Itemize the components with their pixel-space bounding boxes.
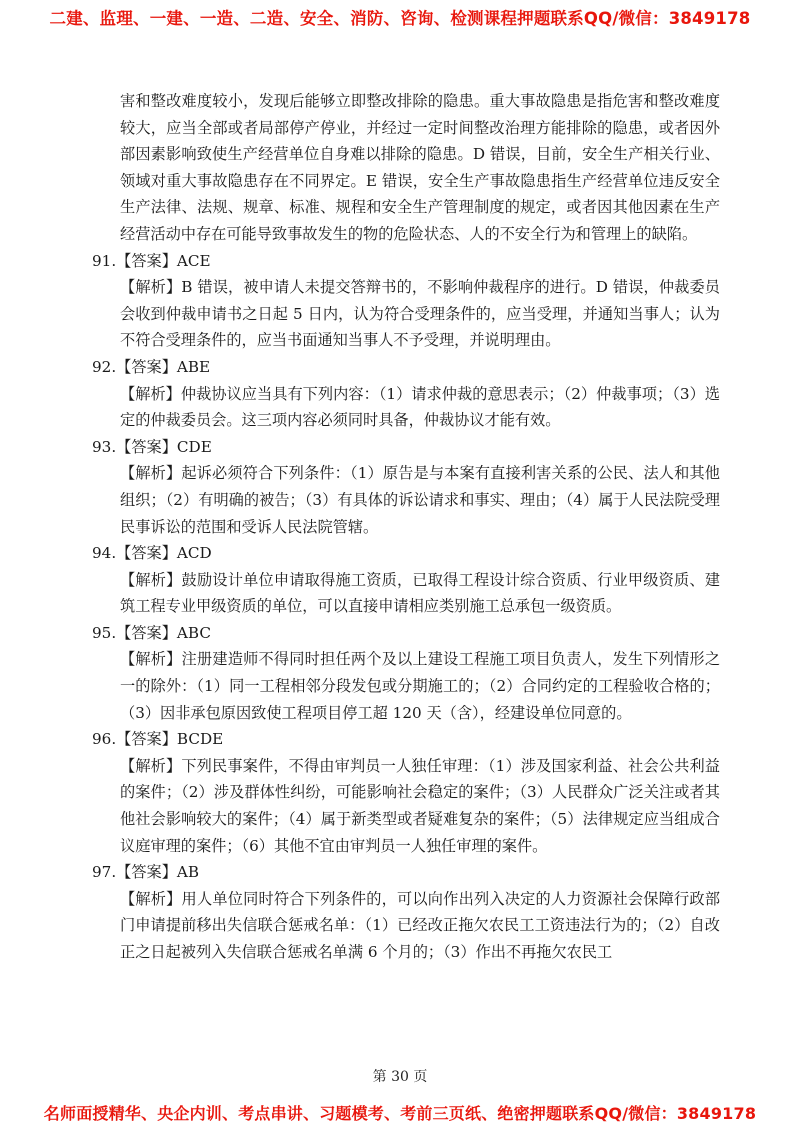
- page-number: 第 30 页: [372, 1069, 428, 1085]
- analysis-paragraph: 【解析】起诉必须符合下列条件：（1）原告是与本案有直接利害关系的公民、法人和其他组织；（2）有明确的被告；（3）有具体的诉讼请求和事实、理由；（4）属于人民法院受理民事诉讼的范围和受诉人民法院管辖。: [120, 464, 720, 536]
- answer-line: [92, 620, 720, 647]
- question-number: 97.: [92, 863, 117, 882]
- answer-item-92: [92, 354, 720, 434]
- intro-paragraph: 害和整改难度较小，发现后能够立即整改排除的隐患。重大事故隐患是指危害和整改难度较大，应当全部或者局部停产停业，并经过一定时间整改治理方能排除的隐患，或者因外部因素影响致使生产经营单位自身难以排除的隐患。D 错误，目前，安全生产相关行业、领域对重大事故隐患存在不同界定。E 错误，安全生产事故隐患指生产经营单位违反安全生产法律、法规、规章、标准、规程和安全生产管理制度的规定，或者因其他因素在生产经营活动中存在可能导致事故发生的物的危险状态、人的不安全行为和管理上的缺陷。: [120, 92, 720, 243]
- answer-item-94: [92, 540, 720, 620]
- answer-line: [92, 354, 720, 381]
- analysis-paragraph: 【解析】鼓励设计单位申请取得施工资质，已取得工程设计综合资质、行业甲级资质、建筑工程专业甲级资质的单位，可以直接申请相应类别施工总承包一级资质。: [120, 570, 720, 616]
- document-body: [92, 88, 720, 966]
- question-number: 94.: [92, 544, 117, 563]
- answer-line: [92, 434, 720, 461]
- answer-line: [92, 859, 720, 886]
- answer-line: [92, 248, 720, 275]
- answer-item-97: [92, 859, 720, 965]
- question-number: 95.: [92, 623, 117, 642]
- answer-key: 【答案】AB: [116, 863, 200, 882]
- question-number: 93.: [92, 437, 117, 456]
- answer-key: 【答案】ACE: [116, 251, 211, 270]
- question-number: 92.: [92, 357, 117, 376]
- answer-key: 【答案】ABC: [116, 623, 211, 642]
- answer-key: 【答案】ABE: [116, 357, 211, 376]
- answer-key: 【答案】CDE: [116, 437, 212, 456]
- top-banner: 二建、监理、一建、一造、二造、安全、消防、咨询、检测课程押题联系QQ/微信：3849178: [49, 9, 751, 28]
- analysis-paragraph: 【解析】B 错误，被申请人未提交答辩书的，不影响仲裁程序的进行。D 错误，仲裁委员会收到仲裁申请书之日起 5 日内，认为符合受理条件的，应当受理，并通知当事人；认为不符合受理条件的，应当书面通知当事人不予受理，并说明理由。: [120, 278, 720, 350]
- question-number: 96.: [92, 730, 117, 749]
- analysis-paragraph: 【解析】仲裁协议应当具有下列内容：（1）请求仲裁的意思表示；（2）仲裁事项；（3）选定的仲裁委员会。这三项内容必须同时具备，仲裁协议才能有效。: [120, 384, 720, 430]
- analysis-paragraph: 【解析】用人单位同时符合下列条件的，可以向作出列入决定的人力资源社会保障行政部门申请提前移出失信联合惩戒名单：（1）已经改正拖欠农民工工资违法行为的；（2）自改正之日起被列入失信联合惩戒名单满 6 个月的；（3）作出不再拖欠农民工: [120, 889, 720, 961]
- analysis-paragraph: 【解析】注册建造师不得同时担任两个及以上建设工程施工项目负责人，发生下列情形之一的除外：（1）同一工程相邻分段发包或分期施工的；（2）合同约定的工程验收合格的；（3）因非承包原因致使工程项目停工超 120 天（含），经建设单位同意的。: [120, 650, 720, 722]
- question-number: 91.: [92, 251, 117, 270]
- answer-item-91: [92, 248, 720, 354]
- answer-key: 【答案】BCDE: [116, 730, 224, 749]
- answer-key: 【答案】ACD: [116, 544, 212, 563]
- analysis-paragraph: 【解析】下列民事案件，不得由审判员一人独任审理：（1）涉及国家利益、社会公共利益的案件；（2）涉及群体性纠纷，可能影响社会稳定的案件；（3）人民群众广泛关注或者其他社会影响较大的案件；（4）属于新类型或者疑难复杂的案件；（5）法律规定应当组成合议庭审理的案件；（6）其他不宜由审判员一人独任审理的案件。: [120, 756, 720, 855]
- answer-line: [92, 726, 720, 753]
- answer-item-95: [92, 620, 720, 726]
- bottom-banner: 名师面授精华、央企内训、考点串讲、习题模考、考前三页纸、绝密押题联系QQ/微信：3849178: [43, 1104, 757, 1123]
- answer-item-93: [92, 434, 720, 540]
- answer-item-96: [92, 726, 720, 859]
- answer-line: [92, 540, 720, 567]
